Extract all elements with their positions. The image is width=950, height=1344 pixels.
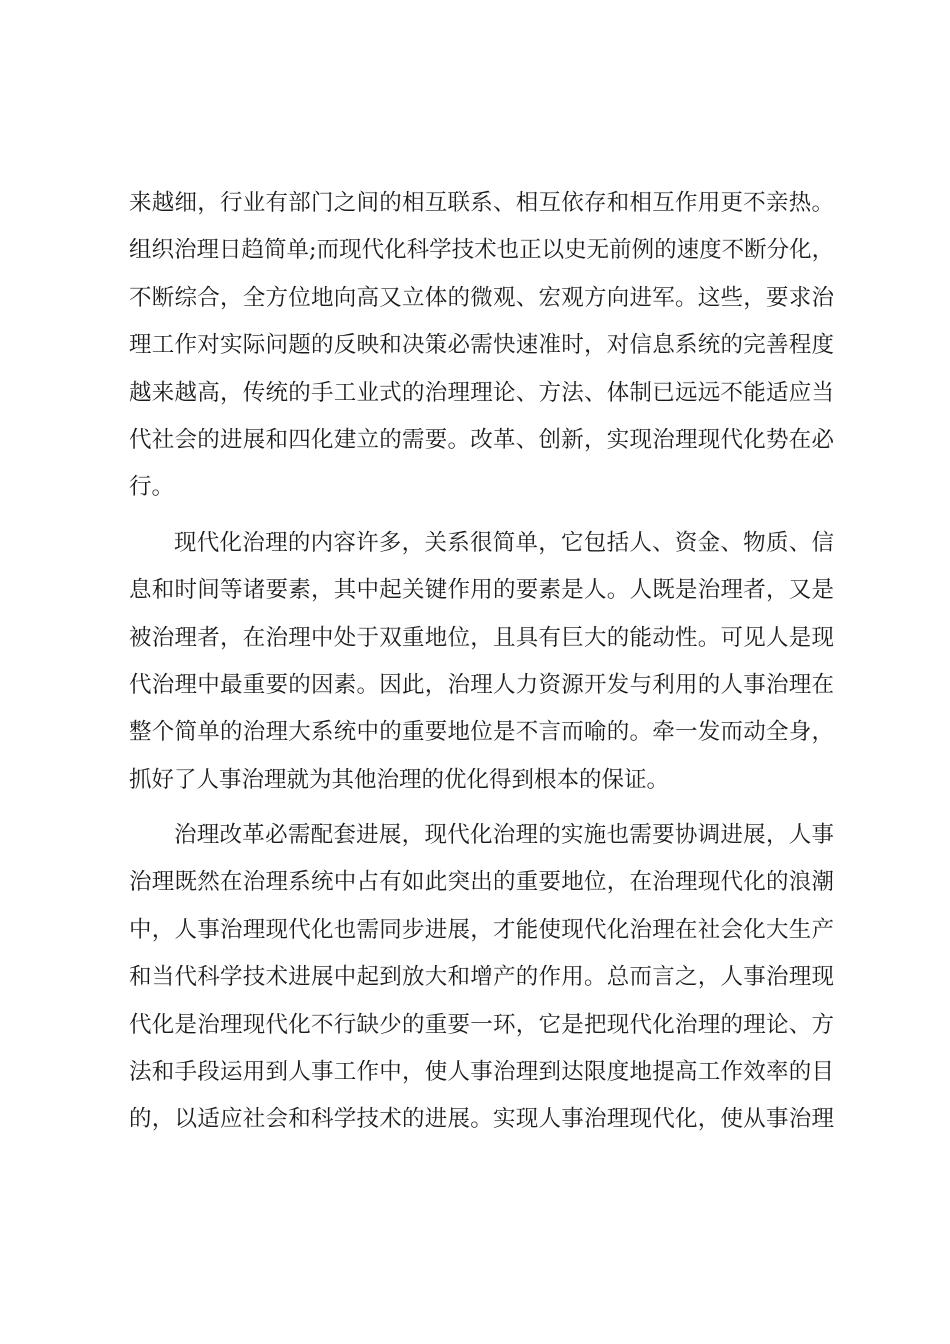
paragraph-3-line-4: 和当代科学技术进展中起到放大和增产的作用。总而言之，人事治理现: [129, 964, 834, 991]
paragraph-2-line-3: 被治理者，在治理中处于双重地位，且具有巨大的能动性。可见人是现: [129, 624, 834, 651]
paragraph-1-line-4: 理工作对实际问题的反映和决策必需快速准时，对信息系统的完善程度: [129, 332, 834, 359]
paragraph-2-line-6: 抓好了人事治理就为其他治理的优化得到根本的保证。: [129, 766, 670, 793]
paragraph-1-line-3: 不断综合，全方位地向高又立体的微观、宏观方向进军。这些，要求治: [129, 284, 834, 311]
paragraph-3-line-5: 代化是治理现代化不行缺少的重要一环，它是把现代化治理的理论、方: [129, 1011, 834, 1038]
paragraph-3-line-2: 治理既然在治理系统中占有如此突出的重要地位，在治理现代化的浪潮: [129, 869, 834, 896]
paragraph-2-line-5: 整个简单的治理大系统中的重要地位是不言而喻的。牵一发而动全身，: [129, 719, 834, 746]
paragraph-2-line-1: 现代化治理的内容许多，关系很简单，它包括人、资金、物质、信: [174, 529, 834, 556]
paragraph-1-line-7: 行。: [129, 474, 175, 501]
body-text: [129, 180, 834, 1144]
paragraph-1-line-2: 组织治理日趋简单;而现代化科学技术也正以史无前例的速度不断分化，: [129, 237, 835, 264]
paragraph-2-line-2: 息和时间等诸要素，其中起关键作用的要素是人。人既是治理者，又是: [129, 577, 834, 604]
paragraph-3-line-1: 治理改革必需配套进展，现代化治理的实施也需要协调进展，人事: [174, 822, 834, 849]
paragraph-1-line-5: 越来越高，传统的手工业式的治理理论、方法、体制已远远不能适应当: [129, 379, 834, 406]
paragraph-1-line-6: 代社会的进展和四化建立的需要。改革、创新，实现治理现代化势在必: [129, 426, 834, 453]
paragraph-2-line-4: 代治理中最重要的因素。因此，治理人力资源开发与利用的人事治理在: [129, 671, 834, 698]
paragraph-gap: [129, 512, 834, 520]
paragraph-gap: [129, 804, 834, 812]
paragraph-3-line-7: 的，以适应社会和科学技术的进展。实现人事治理现代化，使从事治理: [129, 1106, 834, 1133]
paragraph-3-line-6: 法和手段运用到人事工作中，使人事治理到达限度地提高工作效率的目: [129, 1059, 834, 1086]
paragraph-3-line-3: 中，人事治理现代化也需同步进展，才能使现代化治理在社会化大生产: [129, 916, 834, 943]
paragraph-1-line-1: 来越细，行业有部门之间的相互联系、相互依存和相互作用更不亲热。: [129, 190, 834, 216]
